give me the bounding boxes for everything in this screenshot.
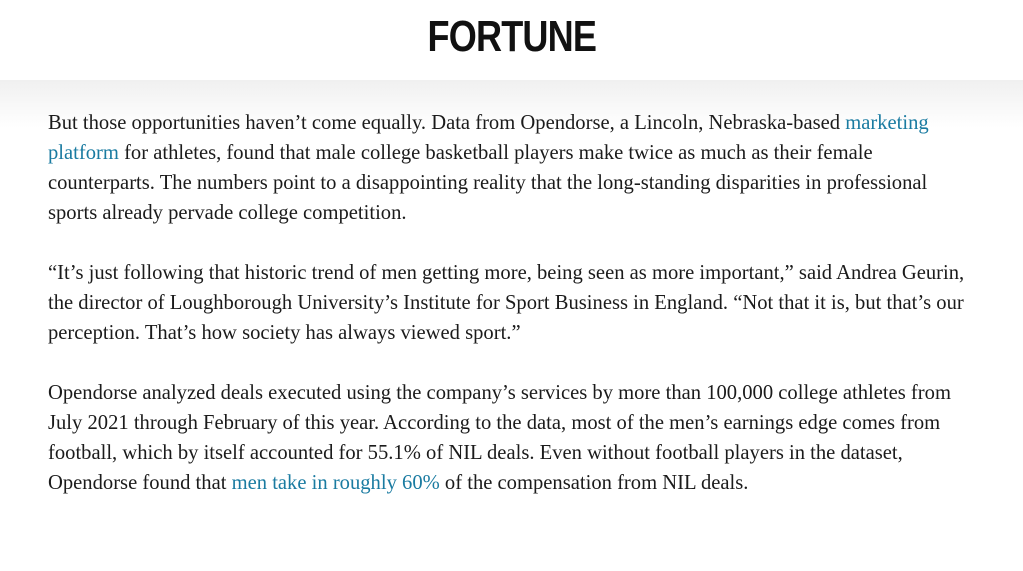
- paragraph-1-text-a: But those opportunities haven’t come equally. Data from Opendorse, a Lincoln, Nebraska-based: [48, 112, 846, 134]
- paragraph-3-text-b: of the compensation from NIL deals.: [439, 472, 749, 494]
- paragraph-3-text-a: Opendorse analyzed deals executed using the company’s services by more than 100,000 college athletes from July 2021 through February of this year. According to the data, most of the men’s earnings edge comes from football, which by itself accounted for 55.1% of NIL deals. Even without football players in the dataset, Opendorse found that: [48, 382, 951, 494]
- article-body: [48, 108, 978, 528]
- men-take-60-percent-link[interactable]: men take in roughly 60%: [231, 472, 440, 494]
- paragraph-3: [48, 378, 978, 498]
- fortune-logo[interactable]: FORTUNE: [427, 12, 596, 61]
- site-header: [0, 0, 1023, 80]
- marketing-platform-link[interactable]: marketing platform: [48, 112, 929, 164]
- paragraph-1: [48, 108, 978, 228]
- paragraph-1-text-b: for athletes, found that male college basketball players make twice as much as their female counterparts. The numbers point to a disappointing reality that the long-standing disparities in professional sports already pervade college competition.: [48, 142, 928, 224]
- paragraph-2: “It’s just following that historic trend of men getting more, being seen as more important,” said Andrea Geurin, the director of Loughborough University’s Institute for Sport Business in England. “Not that it is, but that’s our perception. That’s how society has always viewed sport.”: [48, 262, 965, 344]
